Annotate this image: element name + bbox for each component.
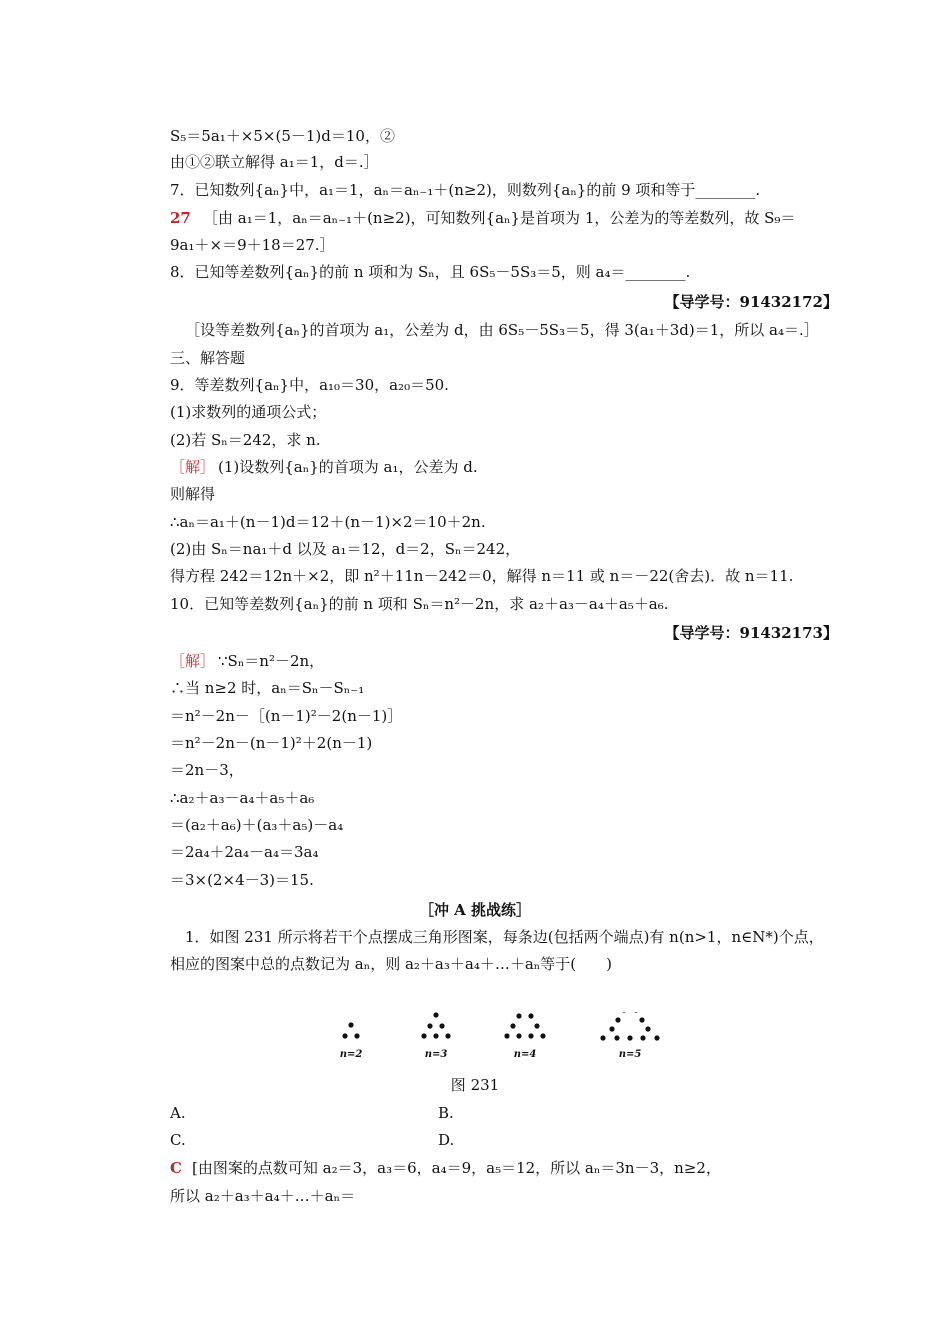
triangle-n5 xyxy=(600,1012,659,1041)
triangle-n3 xyxy=(421,1012,450,1038)
guide-number-2: 【导学号：91432173】 xyxy=(664,624,838,642)
label-n2: n=2 xyxy=(339,1049,363,1060)
text-line: ［由 a₁＝1，aₙ＝aₙ₋₁＋(n≥2)，可知数列{aₙ}是首项为 1，公差为的等差数列，故 S₉＝ xyxy=(203,209,796,227)
text-line: 所以 a₂＋a₃＋a₄＋…＋aₙ＝ xyxy=(170,1187,356,1205)
text-line: ［设等差数列{aₙ}的首项为 a₁，公差为 d，由 6S₅－5S₃＝5，得 3(a₁＋3d)＝1，所以 a₄＝.］ xyxy=(185,321,819,339)
text-line: 三、解答题 xyxy=(170,349,246,367)
text-line: 9．等差数列{aₙ}中，a₁₀＝30，a₂₀＝50. xyxy=(170,376,449,394)
answer-c: C xyxy=(170,1159,182,1177)
option-c: C. xyxy=(170,1131,186,1149)
text-line: (1)设数列{aₙ}的首项为 a₁，公差为 d. xyxy=(218,458,478,476)
text-line: ＝(a₂＋a₆)＋(a₃＋a₅)－a₄ xyxy=(170,816,344,834)
text-line: ∴当 n≥2 时，aₙ＝Sₙ－Sₙ₋₁ xyxy=(170,679,365,697)
option-b: B. xyxy=(438,1104,454,1122)
text-line: ＝n²－2n－(n－1)²＋2(n－1) xyxy=(170,734,373,752)
text-line: ∵Sₙ＝n²－2n， xyxy=(218,652,325,670)
text-line: [由图案的点数可知 a₂＝3，a₃＝6，a₄＝9，a₅＝12，所以 aₙ＝3n－3，n≥2， xyxy=(192,1159,721,1177)
text-line: ＝2a₄＋2a₄－a₄＝3a₄ xyxy=(170,843,319,861)
text-line: 1．如图 231 所示将若干个点摆成三角形图案，每条边(包括两个端点)有 n(n>1，n∈N*)个点， xyxy=(185,928,824,946)
text-line: 7．已知数列{aₙ}中，a₁＝1，aₙ＝aₙ₋₁＋(n≥2)，则数列{aₙ}的前 9 项和等于________. xyxy=(170,181,761,199)
label-n5: n=5 xyxy=(618,1049,642,1060)
section-title: ［冲 A 挑战练］ xyxy=(418,901,532,919)
guide-number-1: 【导学号：91432172】 xyxy=(664,293,838,311)
figure-caption: 图 231 xyxy=(450,1076,500,1094)
text-line: ＝n²－2n－［(n－1)²－2(n－1)］ xyxy=(170,707,403,725)
solution-label-1: ［解］ xyxy=(170,458,216,476)
text-line: ∴aₙ＝a₁＋(n－1)d＝12＋(n－1)×2＝10＋2n. xyxy=(170,513,486,531)
text-line: 8．已知等差数列{aₙ}的前 n 项和为 Sₙ，且 6S₅－5S₃＝5，则 a₄＝________. xyxy=(170,263,691,281)
text-line: S₅＝5a₁＋×5×(5－1)d＝10，② xyxy=(170,127,395,145)
text-line: 则解得 xyxy=(170,485,216,503)
text-line: (2)由 Sₙ＝na₁＋d 以及 a₁＝12，d＝2，Sₙ＝242， xyxy=(170,540,521,558)
label-n3: n=3 xyxy=(424,1049,448,1060)
label-n4: n=4 xyxy=(513,1049,537,1060)
text-line: ＝2n－3， xyxy=(170,761,244,779)
triangle-n2 xyxy=(342,1022,359,1038)
text-line: 9a₁＋×＝9＋18＝27.］ xyxy=(170,236,335,254)
option-a: A. xyxy=(170,1104,186,1122)
text-line: (1)求数列的通项公式； xyxy=(170,403,327,421)
text-line: (2)若 Sₙ＝242，求 n. xyxy=(170,431,321,449)
text-line: 相应的图案中总的点数记为 aₙ，则 a₂＋a₃＋a₄＋…＋aₙ等于( ) xyxy=(170,955,612,973)
text-line: ∴a₂＋a₃－a₄＋a₅＋a₆ xyxy=(170,789,315,807)
text-line: ＝3×(2×4－3)＝15. xyxy=(170,871,314,889)
text-line: 得方程 242＝12n＋×2，即 n²＋11n－242＝0，解得 n＝11 或 n＝－22(舍去)．故 n＝11. xyxy=(170,567,794,585)
dot-triangle-figure xyxy=(320,1012,700,1074)
solution-label-2: ［解］ xyxy=(170,652,216,670)
text-line: 10．已知等差数列{aₙ}的前 n 项和 Sₙ＝n²－2n，求 a₂＋a₃－a₄＋a₅＋a₆. xyxy=(170,595,669,613)
text-line: 由①②联立解得 a₁＝1，d＝.］ xyxy=(170,153,379,171)
triangle-n4 xyxy=(504,1012,545,1039)
answer-27: 27 xyxy=(170,209,191,227)
option-d: D. xyxy=(438,1131,455,1149)
